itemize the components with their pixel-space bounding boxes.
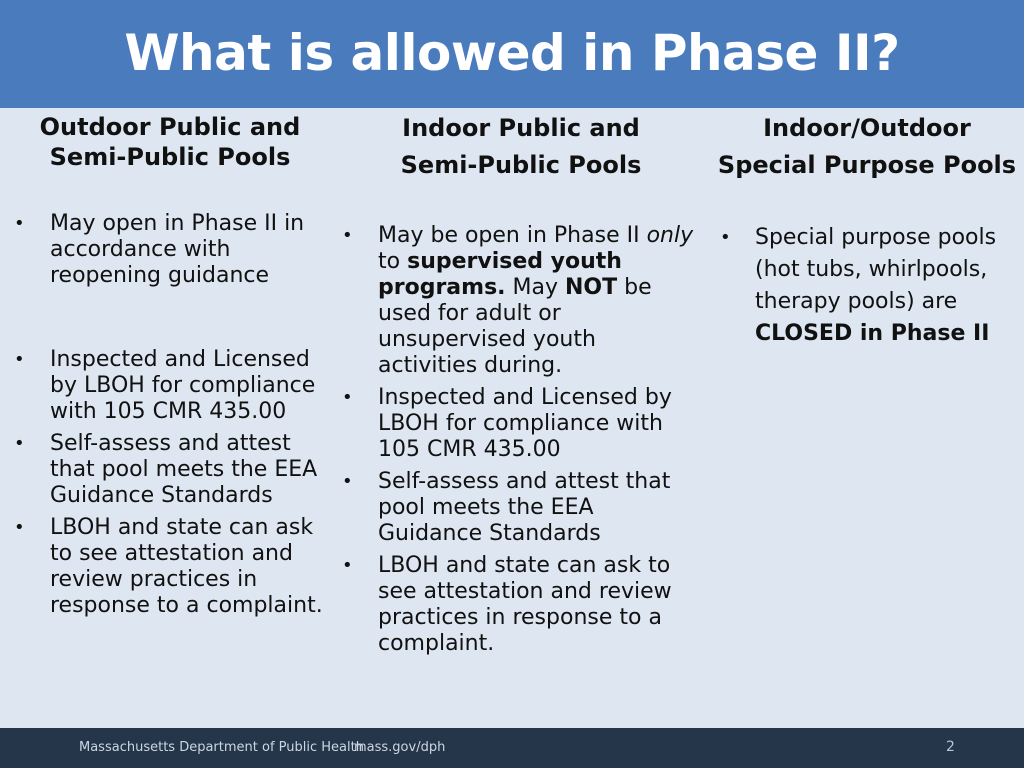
bullet-text: to bbox=[378, 249, 408, 274]
column-heading-line: Indoor/Outdoor bbox=[763, 114, 971, 142]
column-heading-special bbox=[716, 110, 1018, 184]
bullet-text: Special purpose pools (hot tubs, whirlpools, therapy pools) are bbox=[755, 225, 997, 314]
bullet-text: May be open in Phase II bbox=[378, 223, 647, 248]
outdoor-pools-list bbox=[14, 211, 334, 619]
list-item bbox=[342, 223, 702, 379]
list-item: • Self-assess and attest that pool meets the EEA Guidance Standards bbox=[14, 431, 334, 509]
column-heading-line: Indoor Public and bbox=[402, 114, 640, 142]
column-heading-line: Semi-Public Pools bbox=[400, 151, 642, 179]
footer-bar bbox=[0, 728, 1024, 768]
column-heading-line: Semi-Public Pools bbox=[49, 143, 291, 171]
list-item: • Inspected and Licensed by LBOH for compliance with 105 CMR 435.00 bbox=[14, 347, 334, 425]
slide-title: What is allowed in Phase II? bbox=[124, 24, 900, 82]
emphasis-text: only bbox=[646, 223, 694, 248]
footer-website: mass.gov/dph bbox=[354, 740, 446, 755]
column-heading-line: Outdoor Public and bbox=[39, 113, 301, 141]
bold-text: supervised youth programs. bbox=[378, 249, 622, 300]
list-item: • LBOH and state can ask to see attestation and review practices in response to a complaint. bbox=[342, 553, 702, 657]
list-item bbox=[720, 222, 1010, 350]
column-heading-indoor bbox=[380, 110, 662, 184]
bullet-text: be used for adult or unsupervised youth activities during. bbox=[378, 275, 652, 378]
bullet-text: May bbox=[505, 275, 565, 300]
column-heading-outdoor bbox=[30, 112, 310, 172]
footer-organization: Massachusetts Department of Public Health bbox=[79, 740, 364, 755]
list-item: • LBOH and state can ask to see attestation and review practices in response to a complaint. bbox=[14, 515, 334, 619]
list-item: • May open in Phase II in accordance with reopening guidance bbox=[14, 211, 334, 289]
page-number: 2 bbox=[946, 739, 955, 755]
indoor-pools-list bbox=[342, 223, 702, 657]
list-item: • Inspected and Licensed by LBOH for compliance with 105 CMR 435.00 bbox=[342, 385, 702, 463]
bold-text: NOT bbox=[565, 275, 618, 300]
bold-text: CLOSED in Phase II bbox=[755, 321, 990, 346]
special-pools-list bbox=[720, 222, 1010, 350]
title-bar bbox=[0, 0, 1024, 108]
list-item: • Self-assess and attest that pool meets the EEA Guidance Standards bbox=[342, 469, 702, 547]
column-heading-line: Special Purpose Pools bbox=[717, 151, 1017, 179]
